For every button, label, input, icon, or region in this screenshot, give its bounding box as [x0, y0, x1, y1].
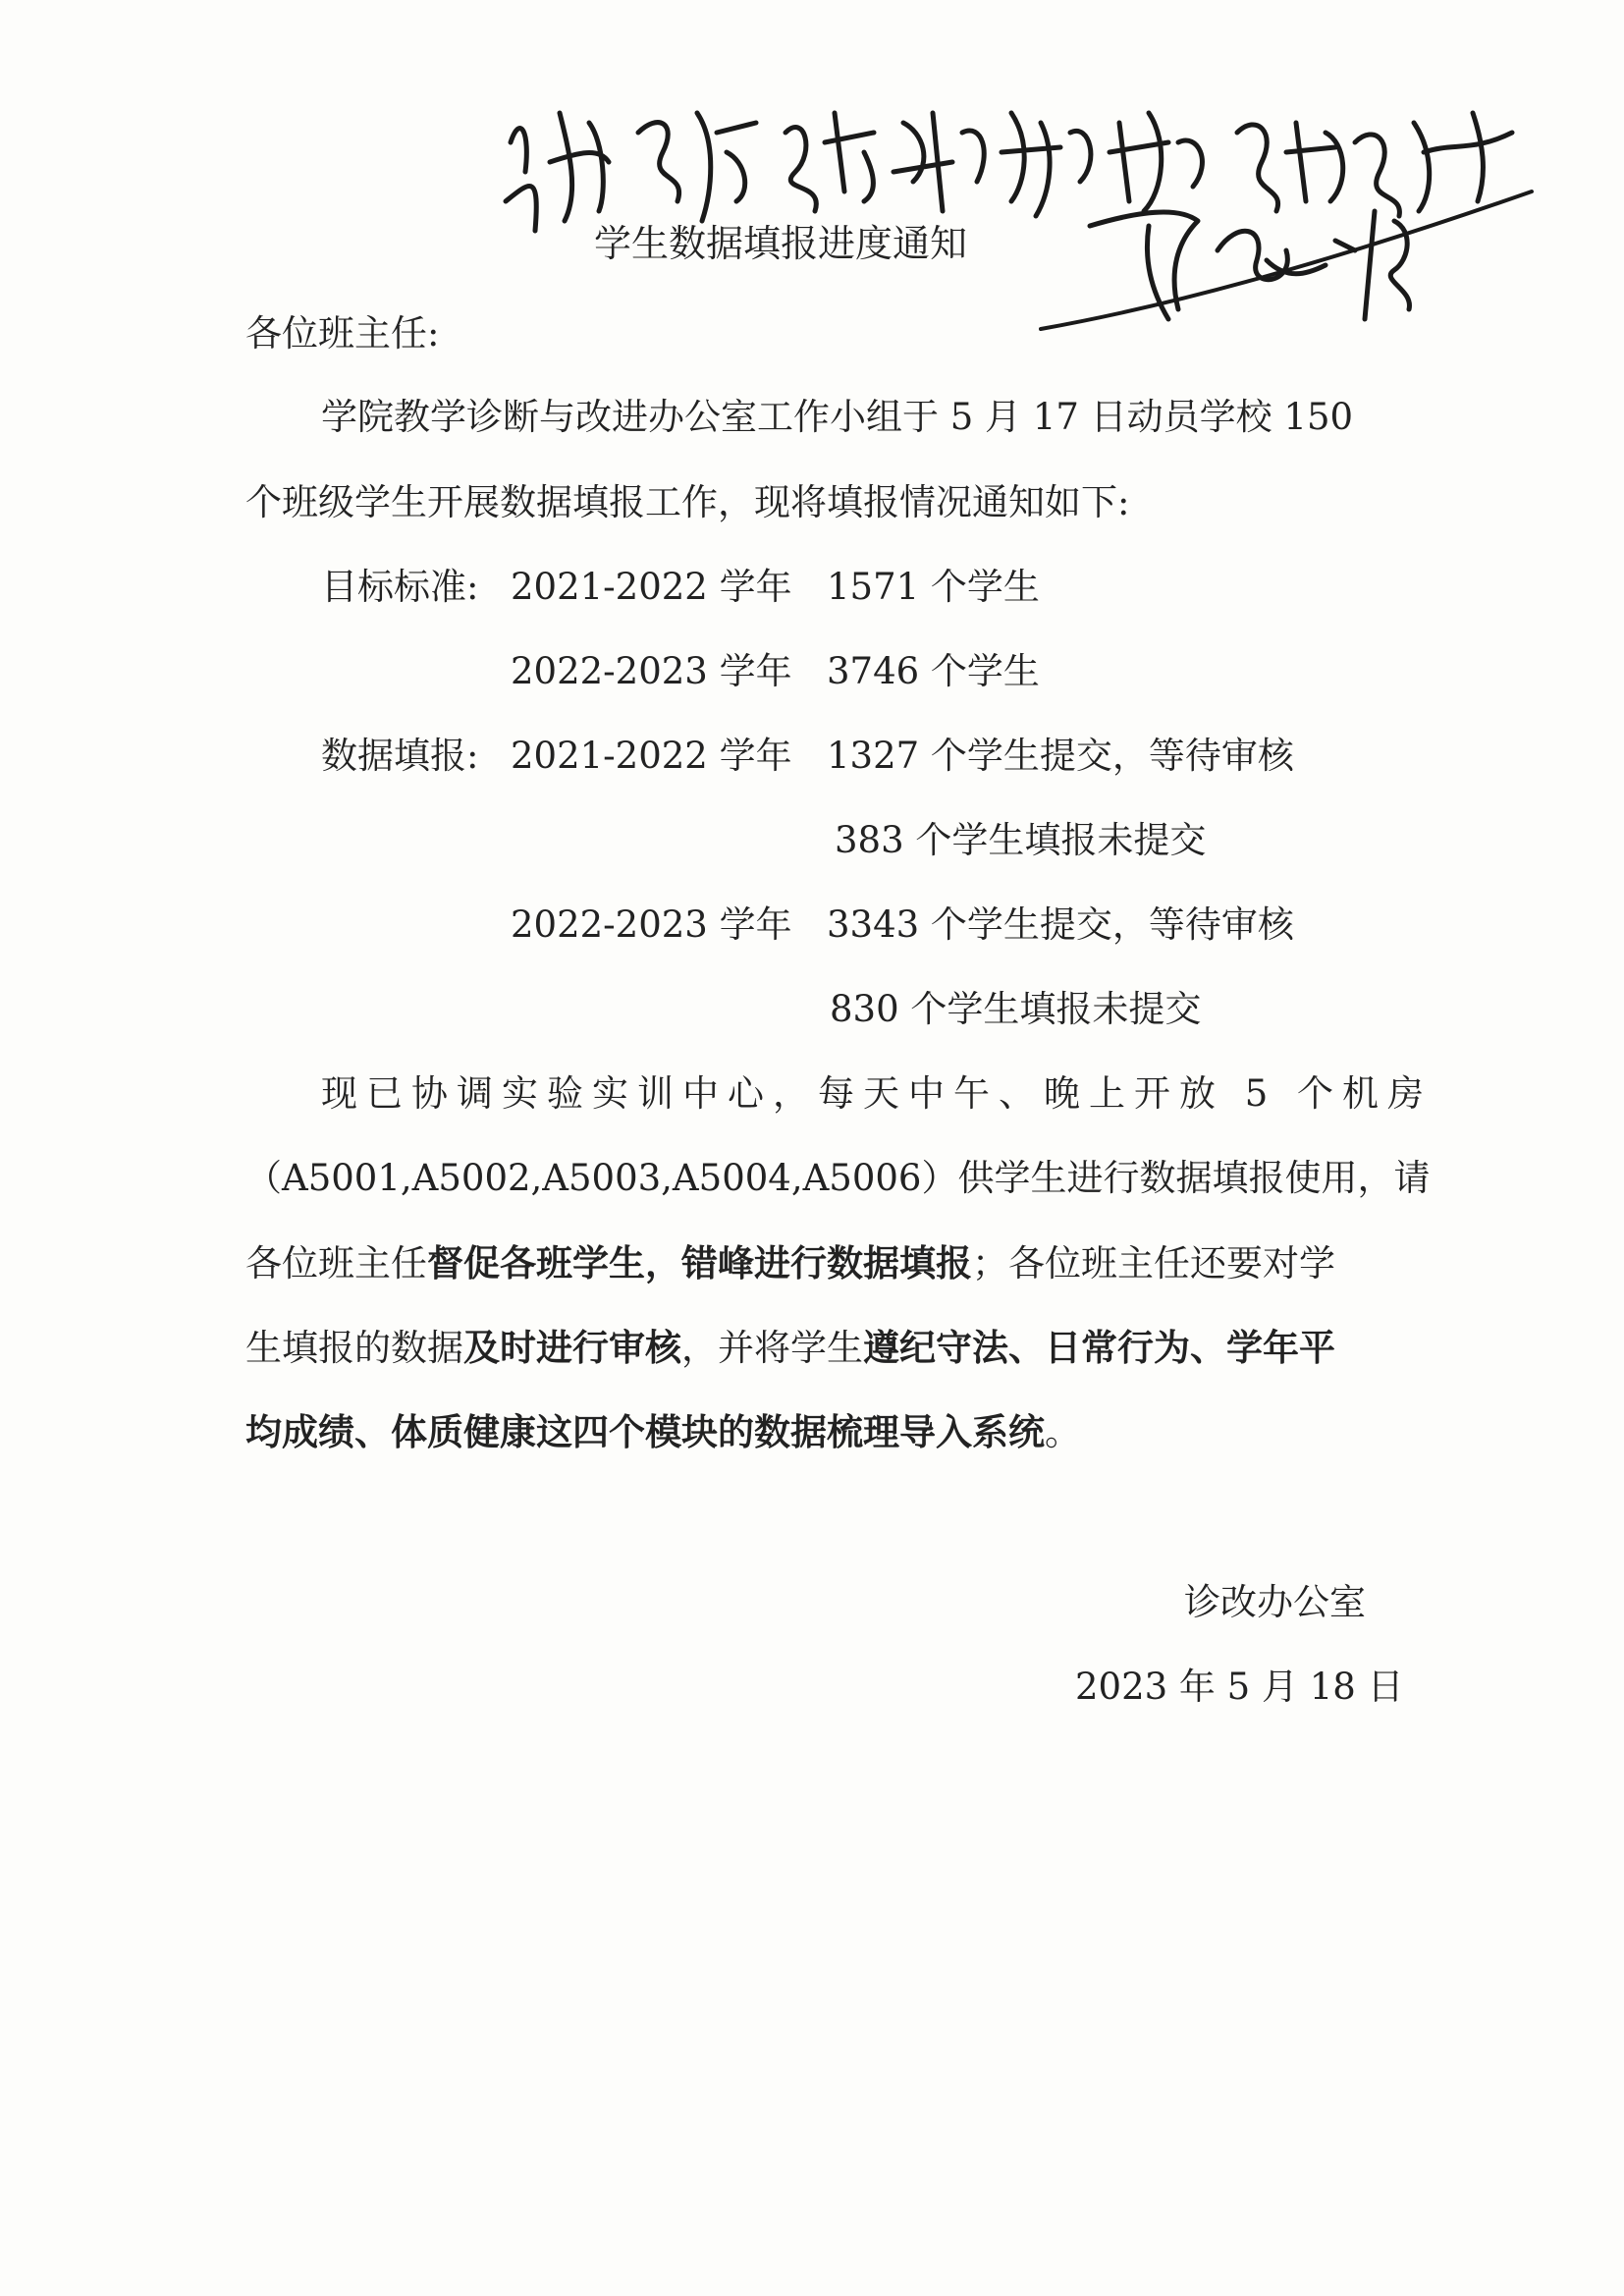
reported-unsubmitted-1: 383 个学生填报未提交: [835, 819, 1207, 861]
target-value-2: 3746 个学生: [827, 650, 1040, 692]
paragraph-2-line-1: 现已协调实验实训中心，每天中午、晚上开放 5 个机房: [321, 1072, 1434, 1115]
reported-label: 数据填报:: [321, 735, 479, 777]
paragraph-2-line-2: （A5001,A5002,A5003,A5004,A5006）供学生进行数据填报使用，请: [245, 1157, 1431, 1199]
handwritten-note: [506, 113, 1512, 231]
paragraph-2-line-4: [245, 1326, 1335, 1370]
target-year-1: 2021-2022 学年: [511, 566, 792, 608]
signature: [1041, 191, 1532, 329]
line-4-emphasis-1: 及时进行审核: [463, 1326, 681, 1369]
target-value-1: 1571 个学生: [827, 566, 1040, 608]
reported-submitted-1: 1327 个学生提交，等待审核: [827, 735, 1294, 777]
paragraph-2-line-3: [245, 1241, 1335, 1285]
line-3-emphasis: 督促各班学生，错峰进行数据填报: [427, 1241, 972, 1285]
reported-unsubmitted-2: 830 个学生填报未提交: [830, 988, 1202, 1030]
reported-submitted-2: 3343 个学生提交，等待审核: [827, 903, 1294, 946]
paragraph-2-line-5: [245, 1410, 1081, 1454]
issue-date: 2023 年 5 月 18 日: [1075, 1666, 1404, 1708]
line-4-text: 生填报的数据: [245, 1327, 463, 1369]
reported-year-1: 2021-2022 学年: [511, 735, 792, 777]
paragraph-1-line-1: 学院教学诊断与改进办公室工作小组于 5 月 17 日动员学校 150: [321, 396, 1354, 438]
line-4-mid: ，并将学生: [681, 1327, 863, 1369]
document-title: 学生数据填报进度通知: [594, 222, 968, 265]
target-year-2: 2022-2023 学年: [511, 650, 792, 692]
line-3-text: 各位班主任: [245, 1242, 427, 1285]
line-4-emphasis-2: 遵纪守法、日常行为、学年平: [863, 1326, 1335, 1369]
line-5-emphasis: 均成绩、体质健康这四个模块的数据梳理导入系统: [245, 1410, 1045, 1453]
line-5-tail: 。: [1045, 1411, 1081, 1453]
issuing-office: 诊改办公室: [1184, 1581, 1366, 1623]
salutation: 各位班主任:: [245, 312, 440, 355]
handwritten-annotation: [491, 54, 1551, 349]
paragraph-1-line-2: 个班级学生开展数据填报工作，现将填报情况通知如下:: [245, 481, 1130, 523]
reported-year-2: 2022-2023 学年: [511, 903, 792, 946]
targets-label: 目标标准:: [321, 566, 479, 608]
line-3-tail: ；各位班主任还要对学: [972, 1242, 1335, 1285]
